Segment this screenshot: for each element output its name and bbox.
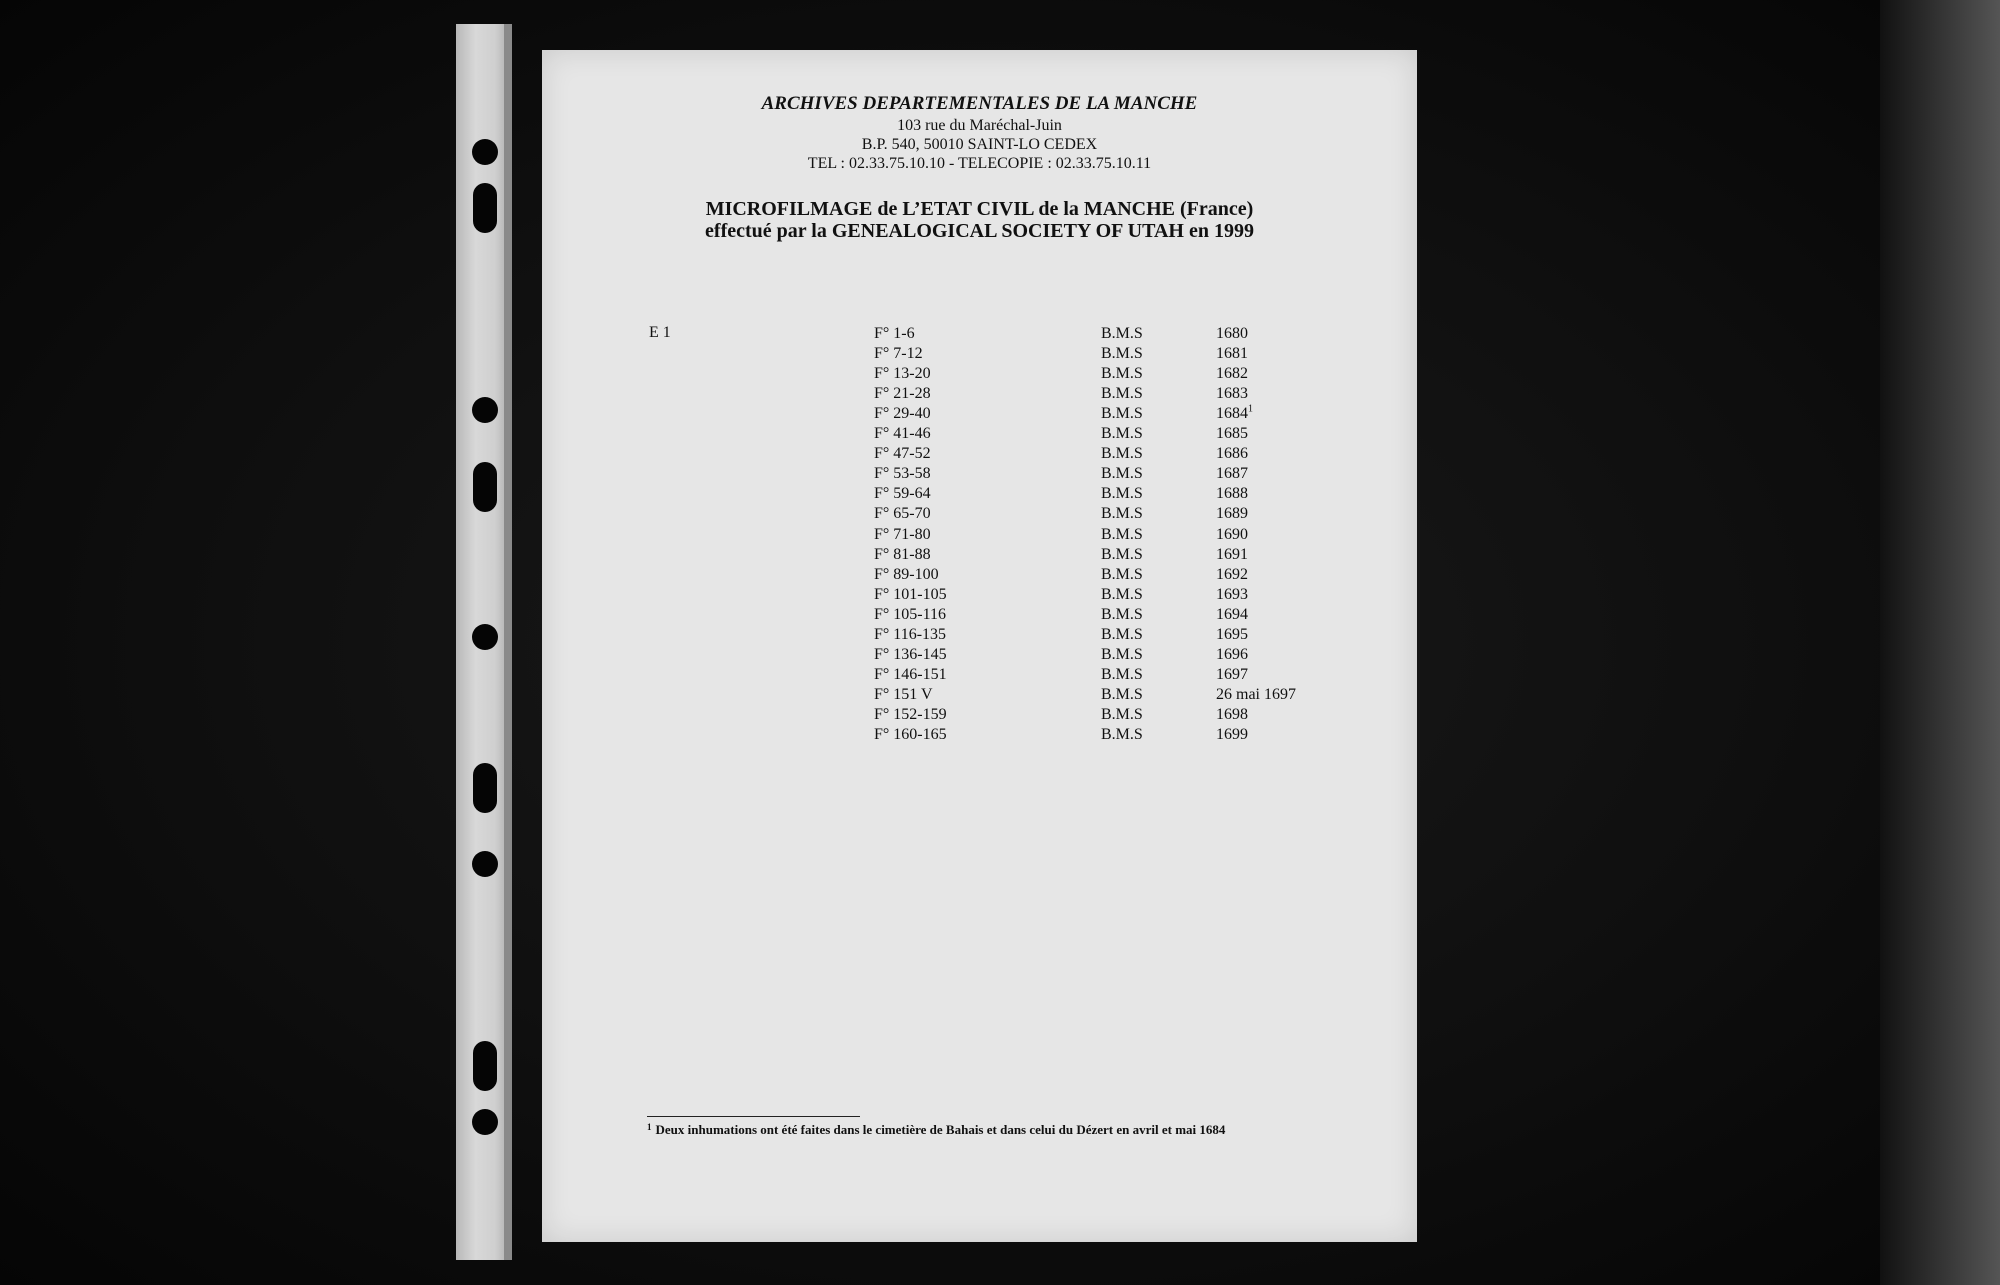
year-text: 1693 — [1216, 585, 1248, 603]
record-type-cell: B.M.S — [1101, 525, 1143, 543]
year-text: 1684 — [1216, 405, 1248, 423]
folio-cell: F° 47-52 — [874, 445, 931, 463]
year-text: 1696 — [1216, 645, 1248, 663]
table-row — [542, 404, 1417, 424]
year-text: 1692 — [1216, 565, 1248, 583]
table-row — [542, 545, 1417, 565]
folio-cell: F° 152-159 — [874, 705, 947, 723]
table-row — [542, 324, 1417, 344]
footnote-reference: 1 — [1248, 403, 1253, 415]
table-row — [542, 424, 1417, 444]
table-row — [542, 605, 1417, 625]
table-row — [542, 645, 1417, 665]
year-text: 1687 — [1216, 465, 1248, 483]
table-row — [542, 484, 1417, 504]
binder-strip-edge — [504, 24, 512, 1260]
binder-hole — [472, 139, 498, 165]
binder-hole — [472, 624, 498, 650]
address-postal: B.P. 540, 50010 SAINT-LO CEDEX — [861, 136, 1098, 153]
year-text: 1686 — [1216, 445, 1248, 463]
footnote-text: Deux inhumations ont été faites dans le cimetière de Bahais et dans celui du Dézert en avril et mai 1684 — [655, 1122, 1226, 1137]
year-text: 1683 — [1216, 385, 1248, 403]
table-row — [542, 364, 1417, 384]
year-text: 1690 — [1216, 525, 1248, 543]
table-row — [542, 344, 1417, 364]
binder-slot — [473, 462, 497, 512]
folio-cell: F° 1-6 — [874, 325, 915, 342]
folio-cell: F° 81-88 — [874, 545, 931, 563]
folio-cell: F° 89-100 — [874, 565, 939, 583]
year-text: 1699 — [1216, 726, 1248, 743]
year-cell — [1216, 484, 1248, 504]
folio-cell: F° 41-46 — [874, 425, 931, 443]
record-type-cell: B.M.S — [1101, 365, 1143, 383]
year-text: 1697 — [1216, 665, 1248, 683]
year-cell — [1216, 705, 1248, 725]
footnote — [647, 1122, 1225, 1138]
year-text: 1698 — [1216, 705, 1248, 723]
record-type-cell: B.M.S — [1101, 325, 1143, 342]
year-text: 1688 — [1216, 485, 1248, 503]
address-street: 103 rue du Maréchal-Juin — [897, 117, 1062, 134]
record-type-cell: B.M.S — [1101, 385, 1143, 403]
binder-hole — [472, 397, 498, 423]
table-row — [542, 685, 1417, 705]
year-cell — [1216, 444, 1248, 464]
record-type-cell: B.M.S — [1101, 726, 1143, 743]
table-row — [542, 625, 1417, 645]
record-type-cell: B.M.S — [1101, 425, 1143, 443]
document-page — [542, 50, 1417, 1242]
table-row — [542, 665, 1417, 685]
year-text: 26 mai 1697 — [1216, 685, 1296, 703]
footnote-mark: 1 — [647, 1122, 652, 1132]
table-row — [542, 705, 1417, 725]
folio-cell: F° 160-165 — [874, 726, 947, 743]
title-line-1: MICROFILMAGE de L’ETAT CIVIL de la MANCHE (France) — [705, 198, 1254, 220]
record-type-cell: B.M.S — [1101, 505, 1143, 523]
folio-cell: F° 53-58 — [874, 465, 931, 483]
year-text: 1689 — [1216, 505, 1248, 523]
folio-cell: F° 116-135 — [874, 625, 947, 643]
footnote-divider — [647, 1116, 860, 1117]
year-cell — [1216, 364, 1248, 384]
folio-cell: F° 71-80 — [874, 525, 931, 543]
binder-slot — [473, 763, 497, 813]
record-type-cell: B.M.S — [1101, 345, 1143, 363]
year-cell — [1216, 504, 1248, 524]
record-type-cell: B.M.S — [1101, 465, 1143, 483]
folio-cell: F° 13-20 — [874, 365, 931, 383]
year-cell — [1216, 324, 1248, 344]
register-code: E 1 — [649, 324, 671, 341]
table-row — [542, 464, 1417, 484]
year-text: 1682 — [1216, 365, 1248, 383]
year-cell — [1216, 424, 1248, 444]
year-cell — [1216, 685, 1296, 705]
year-text: 1694 — [1216, 605, 1248, 623]
year-cell — [1216, 645, 1248, 665]
archive-name: ARCHIVES DEPARTEMENTALES DE LA MANCHE — [761, 93, 1198, 114]
binder-hole — [472, 1109, 498, 1135]
folio-cell: F° 59-64 — [874, 485, 931, 503]
table-row — [542, 384, 1417, 404]
phone-fax-line: TEL : 02.33.75.10.10 - TELECOPIE : 02.33.75.10.11 — [807, 155, 1152, 172]
year-cell — [1216, 545, 1248, 565]
folio-cell: F° 65-70 — [874, 505, 931, 523]
year-text: 1680 — [1216, 325, 1248, 342]
archive-header — [542, 92, 1417, 173]
year-text: 1685 — [1216, 425, 1248, 443]
year-cell — [1216, 525, 1248, 545]
year-cell — [1216, 605, 1248, 625]
record-type-cell: B.M.S — [1101, 665, 1143, 683]
year-text: 1695 — [1216, 625, 1248, 643]
year-cell — [1216, 404, 1253, 424]
year-cell — [1216, 344, 1248, 364]
record-type-cell: B.M.S — [1101, 485, 1143, 503]
folio-cell: F° 7-12 — [874, 345, 923, 363]
year-cell — [1216, 384, 1248, 404]
record-type-cell: B.M.S — [1101, 545, 1143, 563]
folio-cell: F° 136-145 — [874, 645, 947, 663]
binder-slot — [473, 1041, 497, 1091]
record-type-cell: B.M.S — [1101, 565, 1143, 583]
table-row — [542, 585, 1417, 605]
binder-hole — [472, 851, 498, 877]
table-row — [542, 504, 1417, 524]
year-cell — [1216, 665, 1248, 685]
folio-cell: F° 105-116 — [874, 605, 947, 623]
record-type-cell: B.M.S — [1101, 405, 1143, 423]
table-row — [542, 565, 1417, 585]
record-type-cell: B.M.S — [1101, 705, 1143, 723]
document-title — [542, 198, 1417, 242]
table-row — [542, 725, 1417, 745]
year-cell — [1216, 625, 1248, 645]
folio-cell: F° 151 V — [874, 685, 933, 703]
table-row — [542, 444, 1417, 464]
scan-edge-shadow — [1880, 0, 2000, 1285]
record-type-cell: B.M.S — [1101, 625, 1143, 643]
year-cell — [1216, 585, 1248, 605]
folio-cell: F° 29-40 — [874, 405, 931, 423]
record-type-cell: B.M.S — [1101, 685, 1143, 703]
year-cell — [1216, 464, 1248, 484]
year-cell — [1216, 565, 1248, 585]
folio-cell: F° 21-28 — [874, 385, 931, 403]
folio-cell: F° 101-105 — [874, 585, 947, 603]
table-row — [542, 525, 1417, 545]
year-text: 1691 — [1216, 545, 1248, 563]
record-type-cell: B.M.S — [1101, 605, 1143, 623]
record-type-cell: B.M.S — [1101, 445, 1143, 463]
record-type-cell: B.M.S — [1101, 645, 1143, 663]
title-line-2: effectué par la GENEALOGICAL SOCIETY OF UTAH en 1999 — [705, 220, 1254, 242]
year-text: 1681 — [1216, 345, 1248, 363]
folio-cell: F° 146-151 — [874, 665, 947, 683]
binder-slot — [473, 183, 497, 233]
year-cell — [1216, 725, 1248, 745]
record-type-cell: B.M.S — [1101, 585, 1143, 603]
